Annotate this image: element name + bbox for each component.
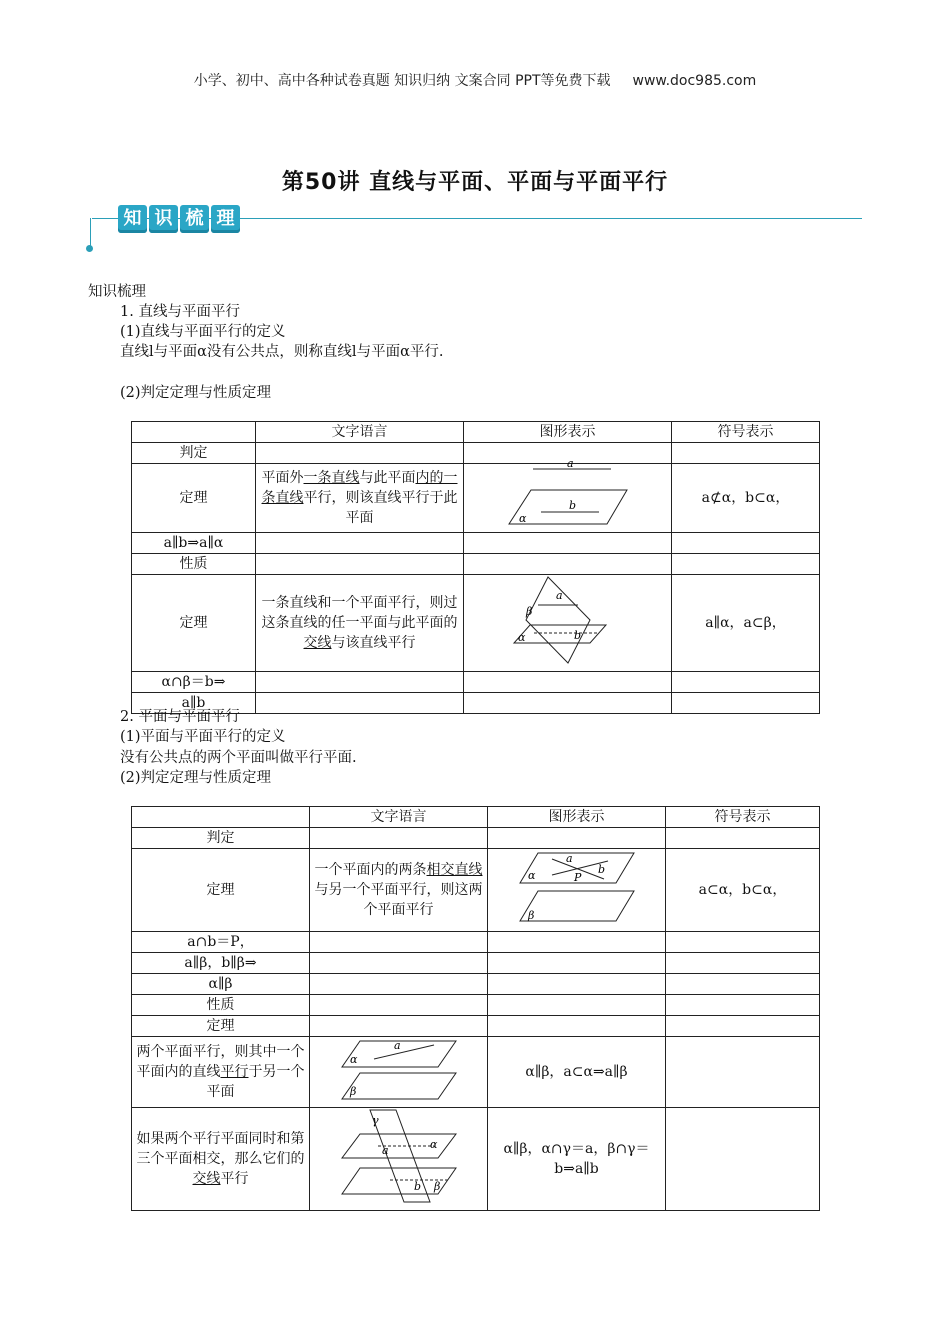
row-label: 定理: [132, 1016, 310, 1037]
figure-cell: [310, 1037, 488, 1108]
s1-def-heading: (1)直线与平面平行的定义: [120, 324, 286, 340]
table-row: [132, 1016, 820, 1037]
banner-char: 梳: [180, 205, 209, 233]
col-header: 文字语言: [256, 422, 464, 443]
col-header: 图形表示: [488, 807, 666, 828]
table-row: [132, 533, 820, 554]
theorem-text: 平面外一条直线与此平面内的一条直线平行，则该直线平行于此平面: [256, 464, 464, 533]
col-header: 图形表示: [464, 422, 672, 443]
line-parallel-plane-figure: [503, 457, 633, 526]
s1-def-text: 直线l与平面α没有公共点，则称直线l与平面α平行.: [120, 344, 444, 360]
theorem-text: 一条直线和一个平面平行，则过这条直线的任一平面与此平面的交线与该直线平行: [256, 575, 464, 672]
s2-heading: 2. 平面与平面平行: [120, 709, 240, 725]
svg-text:α: α: [527, 869, 535, 882]
svg-text:α: α: [429, 1138, 437, 1151]
table-row: [132, 828, 820, 849]
s2-thm-heading: (2)判定定理与性质定理: [120, 770, 272, 786]
svg-text:P: P: [573, 871, 581, 884]
section-label: 知识梳理: [88, 284, 146, 300]
svg-text:β: β: [433, 1180, 440, 1193]
row-label: 判定: [132, 828, 310, 849]
theorem-text: 两个平面平行，则其中一个平面内的直线平行于另一个平面: [132, 1037, 310, 1108]
table-row: [132, 1108, 820, 1211]
table-row: [132, 995, 820, 1016]
plane-plane-property-figure: [334, 1037, 464, 1101]
banner-char: 理: [211, 205, 240, 233]
symbol-text: a∥α，a⊂β，: [672, 575, 820, 672]
banner-char: 识: [149, 205, 178, 233]
table-row: [132, 672, 820, 693]
row-label: 性质: [132, 995, 310, 1016]
row-label: 性质: [132, 554, 256, 575]
banner-dot: [86, 245, 93, 252]
row-label: 定理: [132, 575, 256, 672]
table-row: [132, 1037, 820, 1108]
s2-def-text: 没有公共点的两个平面叫做平行平面.: [120, 750, 357, 766]
symbol-text: a⊄α，b⊂α，: [672, 464, 820, 533]
plane-plane-judge-figure: [512, 849, 642, 925]
figure-cell: [464, 457, 672, 533]
svg-text:a: a: [566, 457, 574, 470]
figure-cell: [310, 1108, 488, 1211]
row-label: α∩β＝b⇒: [132, 672, 256, 693]
symbol-text: a⊂α，b⊂α，: [666, 849, 820, 932]
svg-text:a: a: [381, 1144, 389, 1157]
banner-char: 知: [118, 205, 147, 233]
table-row: [132, 554, 820, 575]
table-row: [132, 464, 820, 533]
header-text: 小学、初中、高中各种试卷真题 知识归纳 文案合同 PPT等免费下载: [193, 73, 611, 89]
theorem-text: 如果两个平行平面同时和第三个平面相交，那么它们的交线平行: [132, 1108, 310, 1211]
svg-text:b: b: [597, 863, 605, 876]
svg-text:γ: γ: [371, 1114, 379, 1127]
symbol-text: α∥β，α∩γ＝a，β∩γ＝b⇒a∥b: [488, 1108, 666, 1211]
table-row: [132, 849, 820, 932]
svg-text:β: β: [525, 605, 532, 618]
row-label: α∥β: [132, 974, 310, 995]
table-row: [132, 932, 820, 953]
s1-heading: 1. 直线与平面平行: [120, 304, 240, 320]
svg-text:a: a: [555, 589, 563, 602]
table-line-plane: [131, 421, 820, 714]
table-header-row: [132, 807, 820, 828]
table-header-row: [132, 422, 820, 443]
header-site[interactable]: www.doc985.com: [632, 73, 757, 89]
figure-cell: [488, 849, 666, 932]
page-header: [0, 70, 950, 90]
svg-text:α: α: [518, 512, 526, 525]
line-plane-property-figure: [508, 575, 628, 665]
theorem-text: 一个平面内的两条相交直线与另一个平面平行，则这两个平面平行: [310, 849, 488, 932]
row-label: a∩b＝P，: [132, 932, 310, 953]
row-label: 定理: [132, 849, 310, 932]
page-title: 第50讲 直线与平面、平面与平面平行: [281, 170, 669, 195]
table-plane-plane: [131, 806, 820, 1211]
table-row: [132, 443, 820, 464]
row-label: a∥β，b∥β⇒: [132, 953, 310, 974]
s1-thm-heading: (2)判定定理与性质定理: [120, 385, 272, 401]
svg-text:β: β: [349, 1085, 356, 1098]
s2-def-heading: (1)平面与平面平行的定义: [120, 729, 286, 745]
svg-text:b: b: [413, 1180, 421, 1193]
svg-text:β: β: [527, 909, 534, 922]
col-header: 文字语言: [310, 807, 488, 828]
svg-text:a: a: [393, 1039, 401, 1052]
three-planes-figure: [334, 1108, 464, 1204]
table-row: [132, 953, 820, 974]
svg-text:b: b: [568, 499, 576, 512]
col-header: 符号表示: [672, 422, 820, 443]
svg-text:b: b: [573, 629, 581, 642]
figure-cell: [464, 575, 672, 672]
symbol-text: α∥β，a⊂α⇒a∥β: [488, 1037, 666, 1108]
svg-text:a: a: [565, 852, 573, 865]
row-label: a∥b: [132, 693, 256, 714]
row-label: a∥b⇒a∥α: [132, 533, 256, 554]
banner-drop-line: [90, 218, 91, 248]
table-row: [132, 974, 820, 995]
svg-text:α: α: [517, 631, 525, 644]
row-label: 判定: [132, 443, 256, 464]
section-banner: [118, 205, 240, 235]
row-label: 定理: [132, 464, 256, 533]
col-header: 符号表示: [666, 807, 820, 828]
svg-text:α: α: [349, 1053, 357, 1066]
table-row: [132, 575, 820, 672]
